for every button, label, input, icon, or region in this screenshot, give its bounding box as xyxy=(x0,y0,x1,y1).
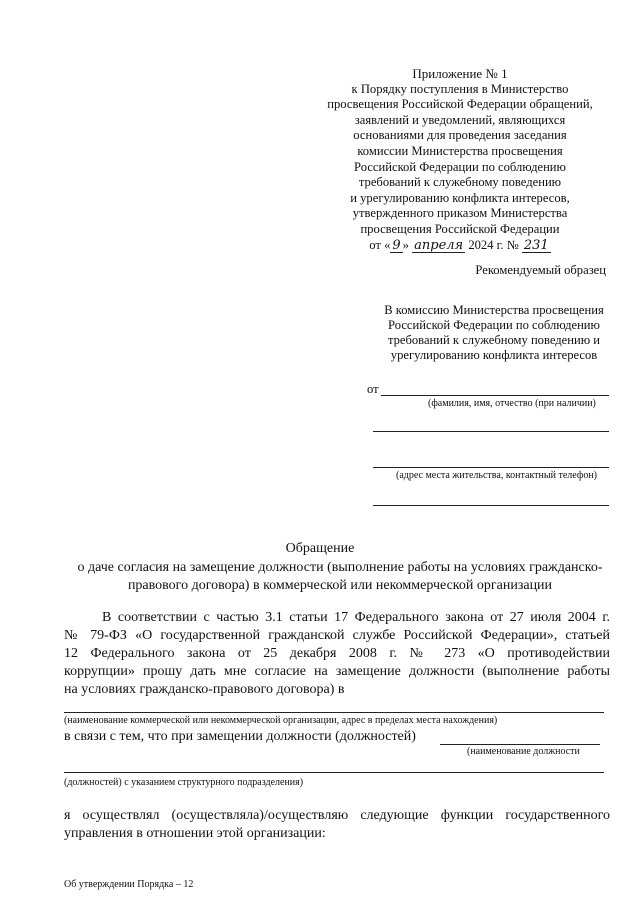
organization-field[interactable] xyxy=(64,712,604,713)
order-date-line xyxy=(300,238,620,254)
order-number-handwritten: 231 xyxy=(523,237,549,253)
page-footer: Об утверждении Порядка – 12 xyxy=(64,879,194,890)
department-field[interactable] xyxy=(64,772,604,773)
position-hint: (наименование должности xyxy=(467,746,580,757)
appendix-line: основаниями для проведения заседания xyxy=(353,128,567,143)
appendix-line: к Порядку поступления в Министерство xyxy=(351,81,569,96)
addressee-line: урегулированию конфликта интересов xyxy=(390,348,598,362)
sender-address-field[interactable] xyxy=(373,467,609,468)
functions-text xyxy=(64,807,610,843)
appendix-header xyxy=(300,66,620,253)
organization-hint: (наименование коммерческой или некоммерческой организации, адрес в пределах места нахождения) xyxy=(64,715,498,726)
body-line: коррупции» прошу дать мне согласие на замещение должности (выполнение работы xyxy=(64,664,610,679)
sample-label: Рекомендуемый образец xyxy=(475,263,606,277)
date-month-handwritten: апреля xyxy=(414,237,464,253)
date-prefix: от « xyxy=(369,237,391,252)
appendix-number: Приложение № 1 xyxy=(412,66,508,81)
appendix-line: заявлений и уведомлений, являющихся xyxy=(354,112,566,127)
appendix-line: утвержденного приказом Министерства xyxy=(352,206,568,221)
functions-line: управления в отношении этой организации: xyxy=(64,826,326,841)
date-day-handwritten: 9 xyxy=(392,237,401,253)
sender-name-field[interactable] xyxy=(381,395,609,396)
body-line: № 79-ФЗ «О государственной гражданской службе Российской Федерации», статьей xyxy=(64,628,610,643)
appendix-line: комиссии Министерства просвещения xyxy=(357,143,563,158)
addressee-line: Российской Федерации по соблюдению xyxy=(388,318,600,332)
date-year: 2024 г. № xyxy=(468,237,519,252)
connection-text: в связи с тем, что при замещении должности (должностей) xyxy=(64,729,416,744)
body-line: В соответствии с частью 3.1 статьи 17 Федерального закона от 27 июля 2004 г. xyxy=(102,610,610,625)
date-quote-close: » xyxy=(402,237,409,252)
body-line: 12 Федерального закона от 25 декабря 2008 г. № 273 «О противодействии xyxy=(64,646,610,661)
body-line: на условиях гражданско-правового договора) в xyxy=(64,682,345,697)
appendix-line: просвещения Российской Федерации обращений, xyxy=(327,97,593,112)
functions-line: я осуществлял (осуществляла)/осуществляю следующие функции государственного xyxy=(64,808,610,823)
appendix-line: требований к служебному поведению xyxy=(358,175,562,190)
appendix-line: Российской Федерации по соблюдению xyxy=(354,159,566,174)
document-title: Обращение xyxy=(285,541,355,556)
sender-name-hint: (фамилия, имя, отчество (при наличии) xyxy=(428,398,596,409)
addressee-line: требований к служебному поведению и xyxy=(387,333,601,347)
appendix-line: и урегулированию конфликта интересов, xyxy=(350,190,570,205)
document-subtitle: о даче согласия на замещение должности (выполнение работы на условиях гражданско-правового договора) в коммерческой или некоммерческой организации xyxy=(77,560,603,593)
addressee-line: В комиссию Министерства просвещения xyxy=(384,303,604,317)
sender-address-hint: (адрес места жительства, контактный телефон) xyxy=(396,470,597,481)
sender-extra-field[interactable] xyxy=(373,431,609,432)
appendix-line: просвещения Российской Федерации xyxy=(360,221,560,236)
position-field[interactable] xyxy=(440,744,600,745)
addressee-block xyxy=(372,303,616,363)
document-body xyxy=(64,609,610,699)
from-label: от xyxy=(367,382,379,396)
department-hint: (должностей) с указанием структурного подразделения) xyxy=(64,777,304,788)
sender-phone-field[interactable] xyxy=(373,505,609,506)
